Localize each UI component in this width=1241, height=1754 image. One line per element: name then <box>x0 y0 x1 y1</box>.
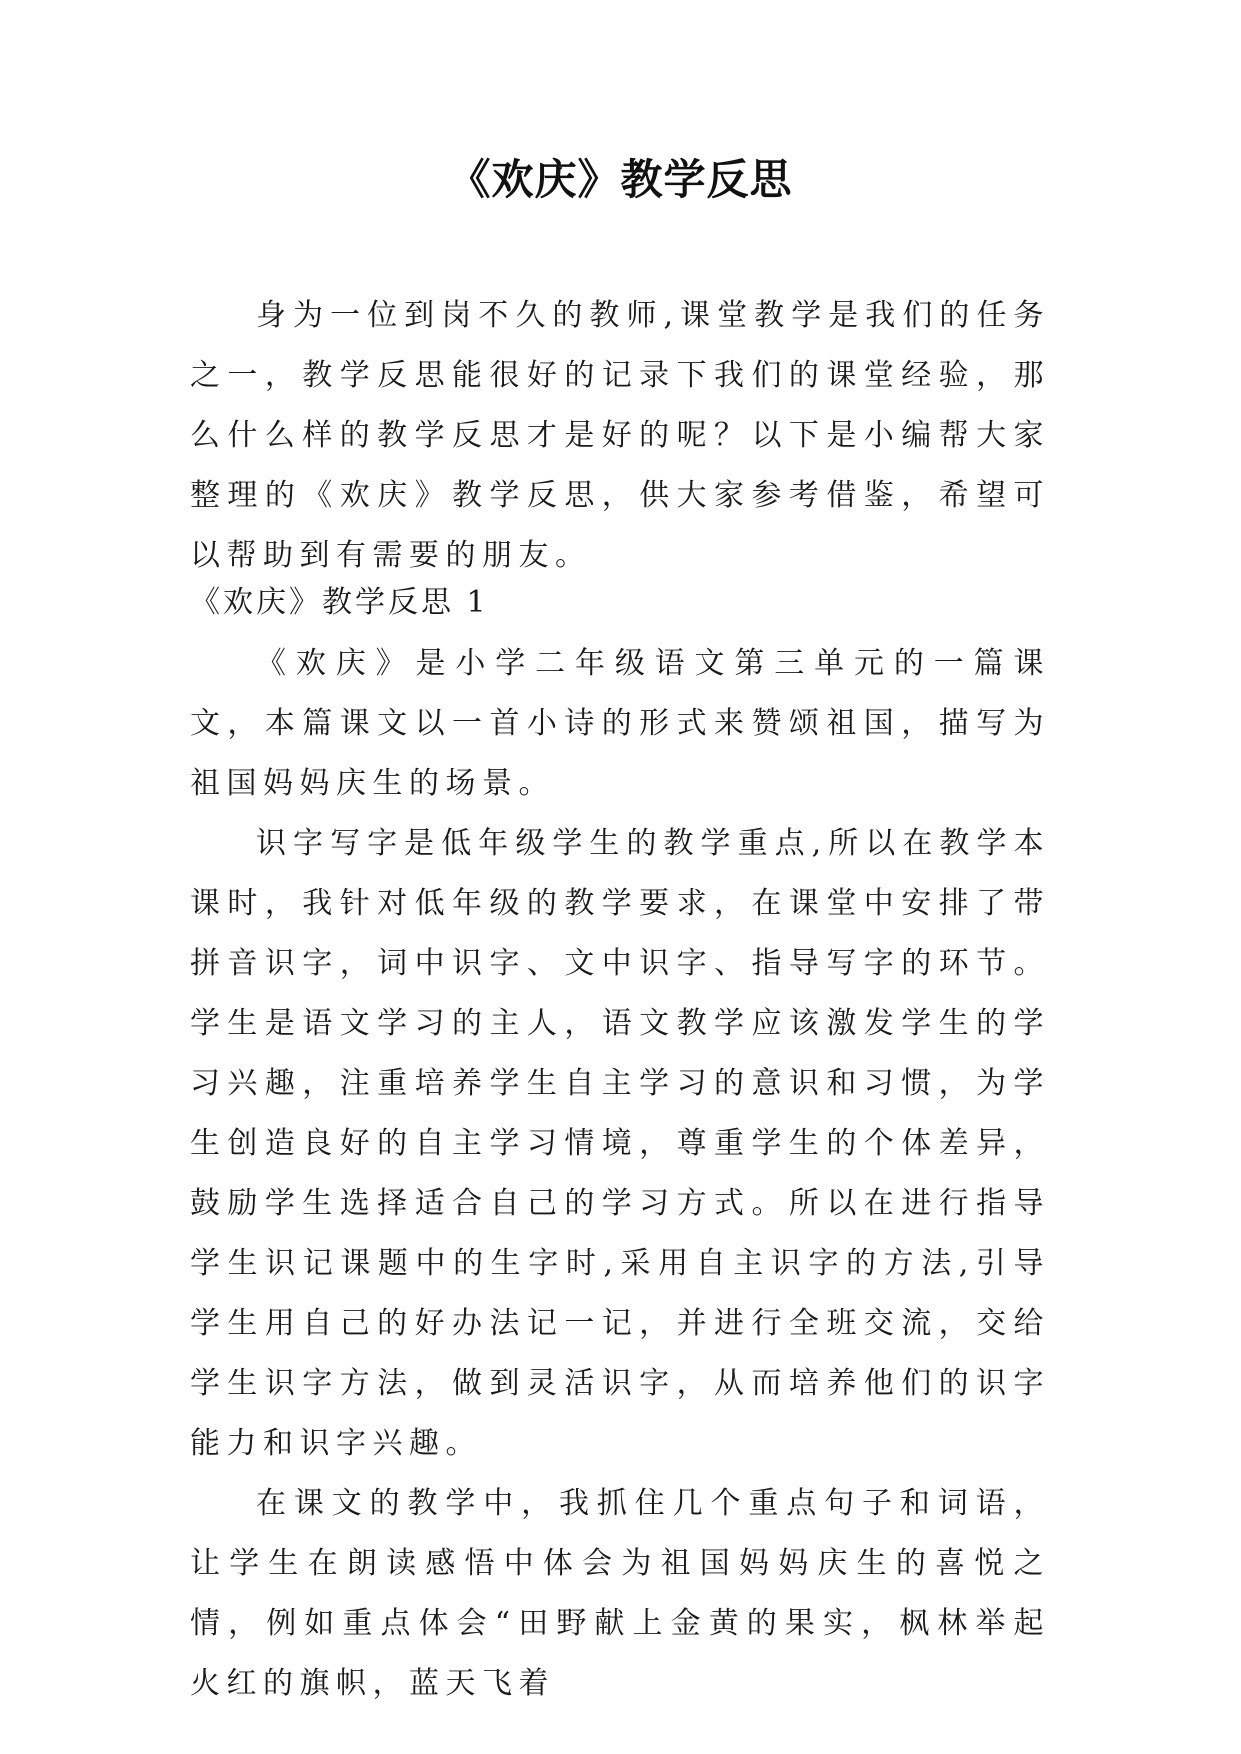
body-paragraph: 识字写字是低年级学生的教学重点,所以在教学本课时，我针对低年级的教学要求，在课堂中安排了带拼音识字，词中识字、文中识字、指导写字的环节。学生是语文学习的主人，语文教学应该激发学生的学习兴趣，注重培养学生自主学习的意识和习惯，为学生创造良好的自主学习情境，尊重学生的个体差异，鼓励学生选择适合自己的学习方式。所以在进行指导学生识记课题中的生字时,采用自主识字的方法,引导学生用自己的好办法记一记，并进行全班交流，交给学生识字方法，做到灵活识字，从而培养他们的识字能力和识字兴趣。 <box>190 826 1050 1461</box>
section-heading: 《欢庆》教学反思 1 <box>190 585 489 620</box>
body-paragraph: 在课文的教学中，我抓住几个重点句子和词语，让学生在朗读感悟中体会为祖国妈妈庆生的喜悦之情，例如重点体会“田野献上金黄的果实，枫林举起火红的旗帜，蓝天飞着 <box>190 1486 1050 1701</box>
body-paragraph: 《欢庆》是小学二年级语文第三单元的一篇课文，本篇课文以一首小诗的形式来赞颂祖国，描写为祖国妈妈庆生的场景。 <box>190 646 1050 801</box>
intro-paragraph: 身为一位到岗不久的教师,课堂教学是我们的任务之一，教学反思能很好的记录下我们的课堂经验，那么什么样的教学反思才是好的呢？以下是小编帮大家整理的《欢庆》教学反思，供大家参考借鉴，希望可以帮助到有需要的朋友。 <box>190 298 1050 573</box>
section-body <box>190 634 1050 1714</box>
document-title: 《欢庆》教学反思 <box>448 155 793 204</box>
